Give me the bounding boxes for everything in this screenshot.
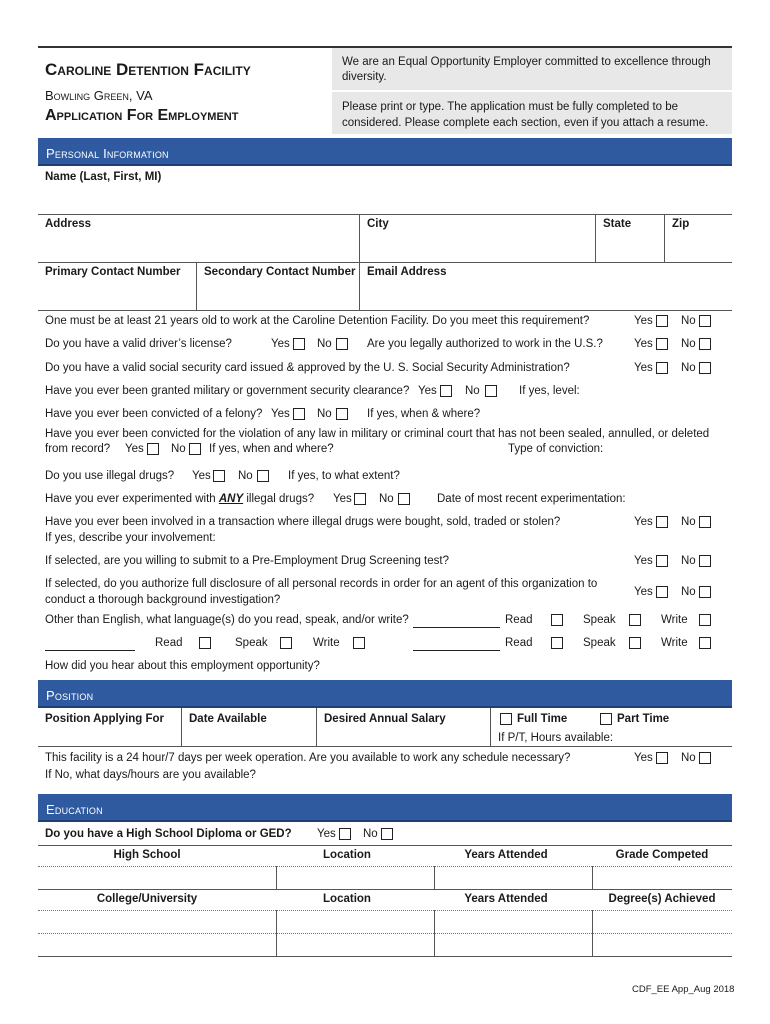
secondary-contact-label: Secondary Contact Number [204,266,356,278]
clearance-level-label: If yes, level: [519,385,580,397]
full-time-label: Full Time [517,713,568,725]
instructions-text: Please print or type. The application must be fully completed to be considered. Please complete each section, even if you attach a resume. [342,101,709,129]
no-label: No [681,362,696,374]
full-time-checkbox[interactable] [500,713,512,725]
personal-info-header: Personal Information [38,138,732,166]
name-line [38,214,732,215]
facility-name: Caroline Detention Facility [45,60,251,79]
college-1-years-field[interactable] [435,911,591,932]
question-schedule: This facility is a 24 hour/7 days per week operation. Are you available to work any schedule necessary? [45,752,571,764]
college-col-degree: Degree(s) Achieved [608,893,716,905]
eeo-statement: We are an Equal Opportunity Employer committed to excellence through diversity. [342,56,711,83]
clearance-no-checkbox[interactable] [485,385,497,397]
no-label: No [681,338,696,350]
disclosure-no-checkbox[interactable] [699,586,711,598]
violation-when-label: If yes, when and where? [209,443,334,455]
yes-label: Yes [634,555,653,567]
no-label: No [317,338,332,350]
read-label: Read [505,614,533,626]
transaction-yes-checkbox[interactable] [656,516,668,528]
drugs-extent-label: If yes, to what extent? [288,470,400,482]
yes-label: Yes [634,516,653,528]
college-1-location-field[interactable] [277,911,433,932]
question-violation-cont: from record? [45,443,111,455]
violation-yes-checkbox[interactable] [147,443,159,455]
college-2-degree-field[interactable] [593,934,732,955]
divider [316,708,317,746]
yes-label: Yes [317,828,336,840]
question-hear: How did you hear about this employment opportunity? [45,660,320,672]
question-felony: Have you ever been convicted of a felony? [45,408,263,420]
college-1-school-field[interactable] [38,911,275,932]
question-language: Other than English, what language(s) do you read, speak, and/or write? [45,614,409,626]
no-label: No [317,408,332,420]
ssn-yes-checkbox[interactable] [656,362,668,374]
question-experimented [45,493,314,505]
write-label: Write [661,637,688,649]
hs-grade-field[interactable] [593,867,732,888]
address-label: Address [45,218,92,230]
address-field[interactable] [38,234,358,260]
experimented-text: Have you ever experimented with [45,493,216,505]
secondary-contact-field[interactable] [197,282,358,308]
read-label: Read [505,637,533,649]
schedule-no-checkbox[interactable] [699,752,711,764]
yes-label: Yes [634,338,653,350]
question-transaction: Have you ever been involved in a transaction where illegal drugs were bought, sold, traded or stolen? [45,516,561,528]
transaction-describe-label: If yes, describe your involvement: [45,532,216,544]
state-field[interactable] [596,234,663,260]
ssn-no-checkbox[interactable] [699,362,711,374]
speak-label: Speak [583,637,616,649]
no-label: No [363,828,378,840]
experimented-no-checkbox[interactable] [398,493,410,505]
college-col-school: College/University [96,893,198,905]
college-2-school-field[interactable] [38,934,275,955]
disclosure-yes-checkbox[interactable] [656,586,668,598]
hs-school-field[interactable] [38,867,275,888]
city-label: City [367,218,389,230]
no-label: No [681,555,696,567]
question-authorized: Are you legally authorized to work in the U.S.? [367,338,603,350]
speak-label: Speak [583,614,616,626]
diploma-no-checkbox[interactable] [381,828,393,840]
position-header: Position [38,680,732,708]
yes-label: Yes [271,338,290,350]
transaction-no-checkbox[interactable] [699,516,711,528]
schedule-yes-checkbox[interactable] [656,752,668,764]
question-drugs: Do you use illegal drugs? [45,470,175,482]
name-field[interactable] [38,188,732,213]
authorized-yes-checkbox[interactable] [656,338,668,350]
screening-no-checkbox[interactable] [699,555,711,567]
felony-when-label: If yes, when & where? [367,408,481,420]
pt-hours-label: If P/T, Hours available: [498,732,614,744]
schedule-availability-label: If No, what days/hours are you available? [45,769,256,781]
college-col-years: Years Attended [464,893,548,905]
college-2-years-field[interactable] [435,934,591,955]
table-line [38,956,732,957]
violation-no-checkbox[interactable] [189,443,201,455]
yes-label: Yes [333,493,352,505]
college-col-location: Location [323,893,371,905]
position-applying-label: Position Applying For [45,713,165,725]
read-label: Read [155,637,183,649]
part-time-checkbox[interactable] [600,713,612,725]
question-violation: Have you ever been convicted for the violation of any law in military or criminal court that has not been sealed, annulled, or deleted [45,428,710,440]
date-available-label: Date Available [189,713,267,725]
language-2-field[interactable] [45,650,135,651]
divider [181,708,182,746]
language-1-write-checkbox[interactable] [699,614,711,626]
no-label: No [681,586,696,598]
education-header: Education [38,794,732,822]
hs-col-location: Location [323,849,371,861]
recent-experimentation-label: Date of most recent experimentation: [437,493,626,505]
language-2-write-checkbox[interactable] [353,637,365,649]
address-line [38,262,732,263]
hs-col-grade: Grade Competed [615,849,709,861]
question-disclosure-cont: conduct a thorough background investigation? [45,594,281,606]
yes-label: Yes [634,315,653,327]
hs-years-field[interactable] [435,867,591,888]
primary-contact-field[interactable] [38,282,195,308]
authorized-no-checkbox[interactable] [699,338,711,350]
no-label: No [379,493,394,505]
notice-divider [332,90,732,92]
application-title: Application For Employment [45,107,239,124]
diploma-yes-checkbox[interactable] [339,828,351,840]
college-1-degree-field[interactable] [593,911,732,932]
question-disclosure: If selected, do you authorize full disclosure of all personal records in order for an agent of this organization to [45,578,598,590]
no-label: No [238,470,253,482]
no-label: No [465,385,480,397]
hs-col-school: High School [113,849,181,861]
yes-label: Yes [634,586,653,598]
email-label: Email Address [367,266,447,278]
yes-label: Yes [271,408,290,420]
emphasis-any: ANY [218,493,244,505]
zip-field[interactable] [665,234,732,260]
desired-salary-label: Desired Annual Salary [324,713,446,725]
language-3-write-checkbox[interactable] [699,637,711,649]
email-field[interactable] [360,282,732,308]
table-line [38,889,732,890]
no-label: No [171,443,186,455]
license-yes-checkbox[interactable] [293,338,305,350]
yes-label: Yes [192,470,211,482]
college-2-location-field[interactable] [277,934,433,955]
part-time-label: Part Time [617,713,670,725]
language-1-field[interactable] [413,627,500,628]
age-no-checkbox[interactable] [699,315,711,327]
question-ssn: Do you have a valid social security card issued & approved by the U. S. Social Security Administration? [45,362,570,374]
position-line [38,746,732,747]
question-license: Do you have a valid driver’s license? [45,338,232,350]
yes-label: Yes [418,385,437,397]
violation-type-label: Type of conviction: [508,443,604,455]
language-1-read-checkbox[interactable] [551,614,563,626]
state-label: State [603,218,632,230]
clearance-yes-checkbox[interactable] [440,385,452,397]
question-clearance: Have you ever been granted military or government security clearance? [45,385,410,397]
primary-contact-label: Primary Contact Number [45,266,181,278]
write-label: Write [661,614,688,626]
yes-label: Yes [634,362,653,374]
language-3-speak-checkbox[interactable] [629,637,641,649]
language-3-read-checkbox[interactable] [551,637,563,649]
speak-label: Speak [235,637,268,649]
no-label: No [681,516,696,528]
city-field[interactable] [360,234,594,260]
license-no-checkbox[interactable] [336,338,348,350]
hs-location-field[interactable] [277,867,433,888]
table-line [38,845,732,846]
question-age: One must be at least 21 years old to work at the Caroline Detention Facility. Do you meet this requirement? [45,315,590,327]
write-label: Write [313,637,340,649]
language-3-field[interactable] [413,650,500,651]
no-label: No [681,752,696,764]
experimented-text-end: illegal drugs? [246,493,315,505]
contact-line [38,310,732,311]
facility-location: Bowling Green, VA [45,88,153,103]
age-yes-checkbox[interactable] [656,315,668,327]
experimented-yes-checkbox[interactable] [354,493,366,505]
language-2-read-checkbox[interactable] [199,637,211,649]
drugs-yes-checkbox[interactable] [213,470,225,482]
divider [490,708,491,746]
zip-label: Zip [672,218,690,230]
screening-yes-checkbox[interactable] [656,555,668,567]
question-diploma: Do you have a High School Diploma or GED? [45,828,292,840]
felony-yes-checkbox[interactable] [293,408,305,420]
no-label: No [681,315,696,327]
yes-label: Yes [125,443,144,455]
form-id: CDF_EE App_Aug 2018 [632,984,735,995]
language-1-speak-checkbox[interactable] [629,614,641,626]
felony-no-checkbox[interactable] [336,408,348,420]
hs-col-years: Years Attended [464,849,548,861]
name-label: Name (Last, First, MI) [45,171,162,183]
question-screening: If selected, are you willing to submit to a Pre-Employment Drug Screening test? [45,555,449,567]
drugs-no-checkbox[interactable] [257,470,269,482]
yes-label: Yes [634,752,653,764]
language-2-speak-checkbox[interactable] [280,637,292,649]
